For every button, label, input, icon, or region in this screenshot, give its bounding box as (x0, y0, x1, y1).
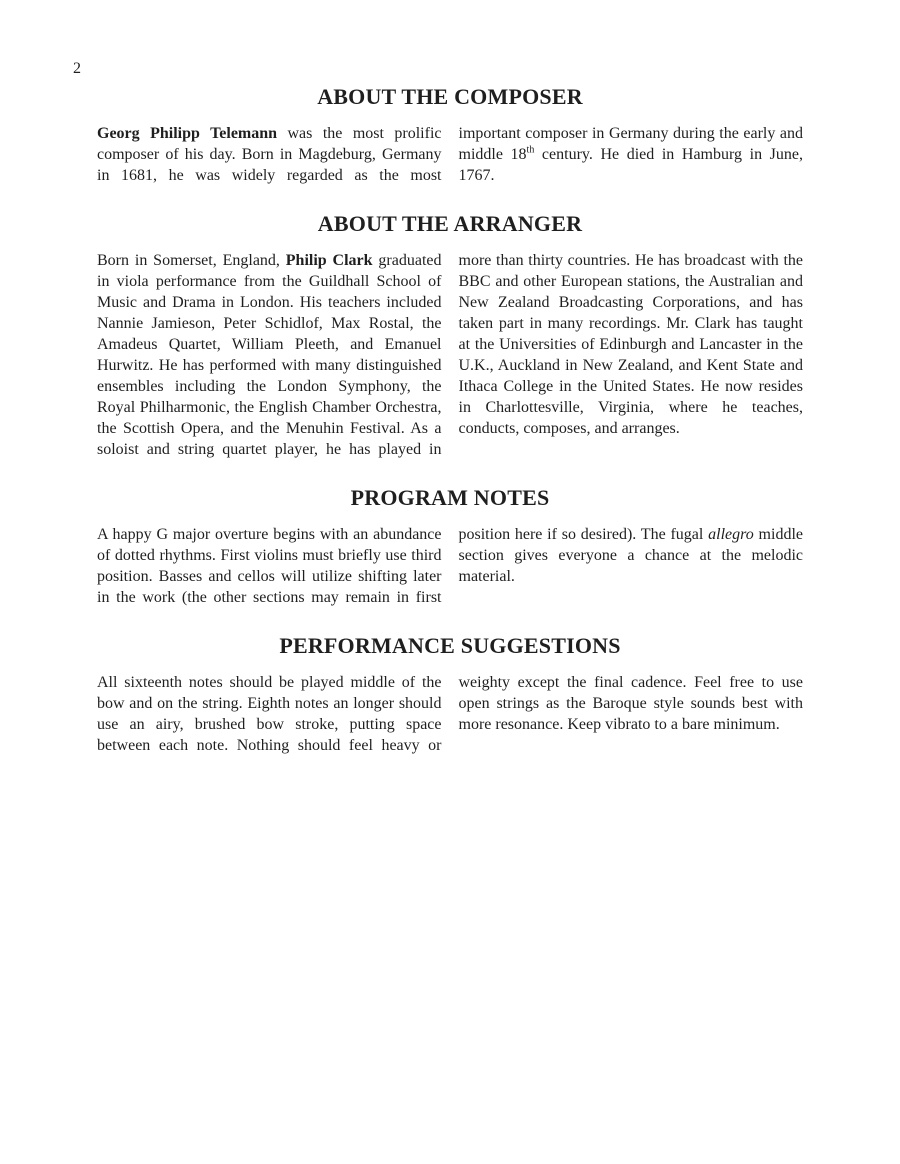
program-notes-columns (97, 524, 803, 608)
program-notes-text-end: middle section gives everyone a chance at the melodic material. (458, 526, 803, 585)
section-program-notes (97, 483, 803, 608)
performance-paragraph: All sixteenth notes should be played middle of the bow and on the string. Eighth notes an longer should use an airy, brushed bow stroke, putting space between each note. Nothing should feel heavy or weighty except the final cadence. Feel free to use open strings as the Baroque style sounds best with more resonance. Keep vibrato to a bare minimum. (97, 674, 803, 754)
program-notes-text: A happy G major overture begins with an abundance of dotted rhythms. First violins must briefly use third position. Basses and cellos will utilize shifting later in the work (the other sections may remain in first position here if so desired). The fugal (97, 526, 709, 606)
program-notes-paragraph (97, 524, 803, 608)
section-title-performance: PERFORMANCE SUGGESTIONS (279, 633, 621, 658)
composer-text-columns (97, 123, 803, 186)
arranger-text: graduated in viola performance from the Guildhall School of Music and Drama in London. His teachers included Nannie Jamieson, Peter Schidlof, Max Rostal, the Amadeus Quartet, William Pleeth, and Emanuel Hurwitz. He has performed with many distinguished ensembles including the London Symphony, the Royal Philharmonic, the English Chamber Orchestra, the Scottish Opera, and the Menuhin Festival. As a soloist and string quartet player, he has played in more than thirty countries. He has broadcast with the BBC and other European stations, the Australian and New Zealand Broadcasting Corporations, and has taken part in many recordings. Mr. Clark has taught at the Universities of Edinburgh and Lancaster in the U.K., Auckland in New Zealand, and Kent State and Ithaca College in the United States. He now resides in Charlottesville, Virginia, where he teaches, conducts, composes, and arranges. (97, 252, 803, 458)
allegro-term: allegro (708, 526, 754, 543)
section-title-composer: ABOUT THE COMPOSER (317, 84, 583, 109)
arranger-text-columns (97, 250, 803, 460)
composer-name: Georg Philipp Telemann (97, 125, 278, 142)
arranger-text-start: Born in Somerset, England, (97, 252, 286, 269)
composer-text-end: century. He died in Hamburg in June, 1767. (458, 146, 804, 184)
section-performance-suggestions (97, 631, 803, 756)
section-about-composer (97, 82, 803, 186)
composer-paragraph (97, 123, 803, 186)
document-body (97, 82, 803, 779)
page-number: 2 (73, 60, 81, 77)
section-title-program-notes: PROGRAM NOTES (350, 485, 550, 510)
ordinal-suffix: th (526, 144, 535, 156)
arranger-name: Philip Clark (285, 252, 373, 269)
composer-text: was the most prolific composer of his day. Born in Magdeburg, Germany in 1681, he was widely regarded as the most important composer in Germany during the early and middle 18 (97, 125, 803, 184)
arranger-paragraph (97, 250, 803, 460)
section-about-arranger (97, 209, 803, 460)
performance-columns (97, 672, 803, 756)
section-title-arranger: ABOUT THE ARRANGER (317, 211, 583, 236)
